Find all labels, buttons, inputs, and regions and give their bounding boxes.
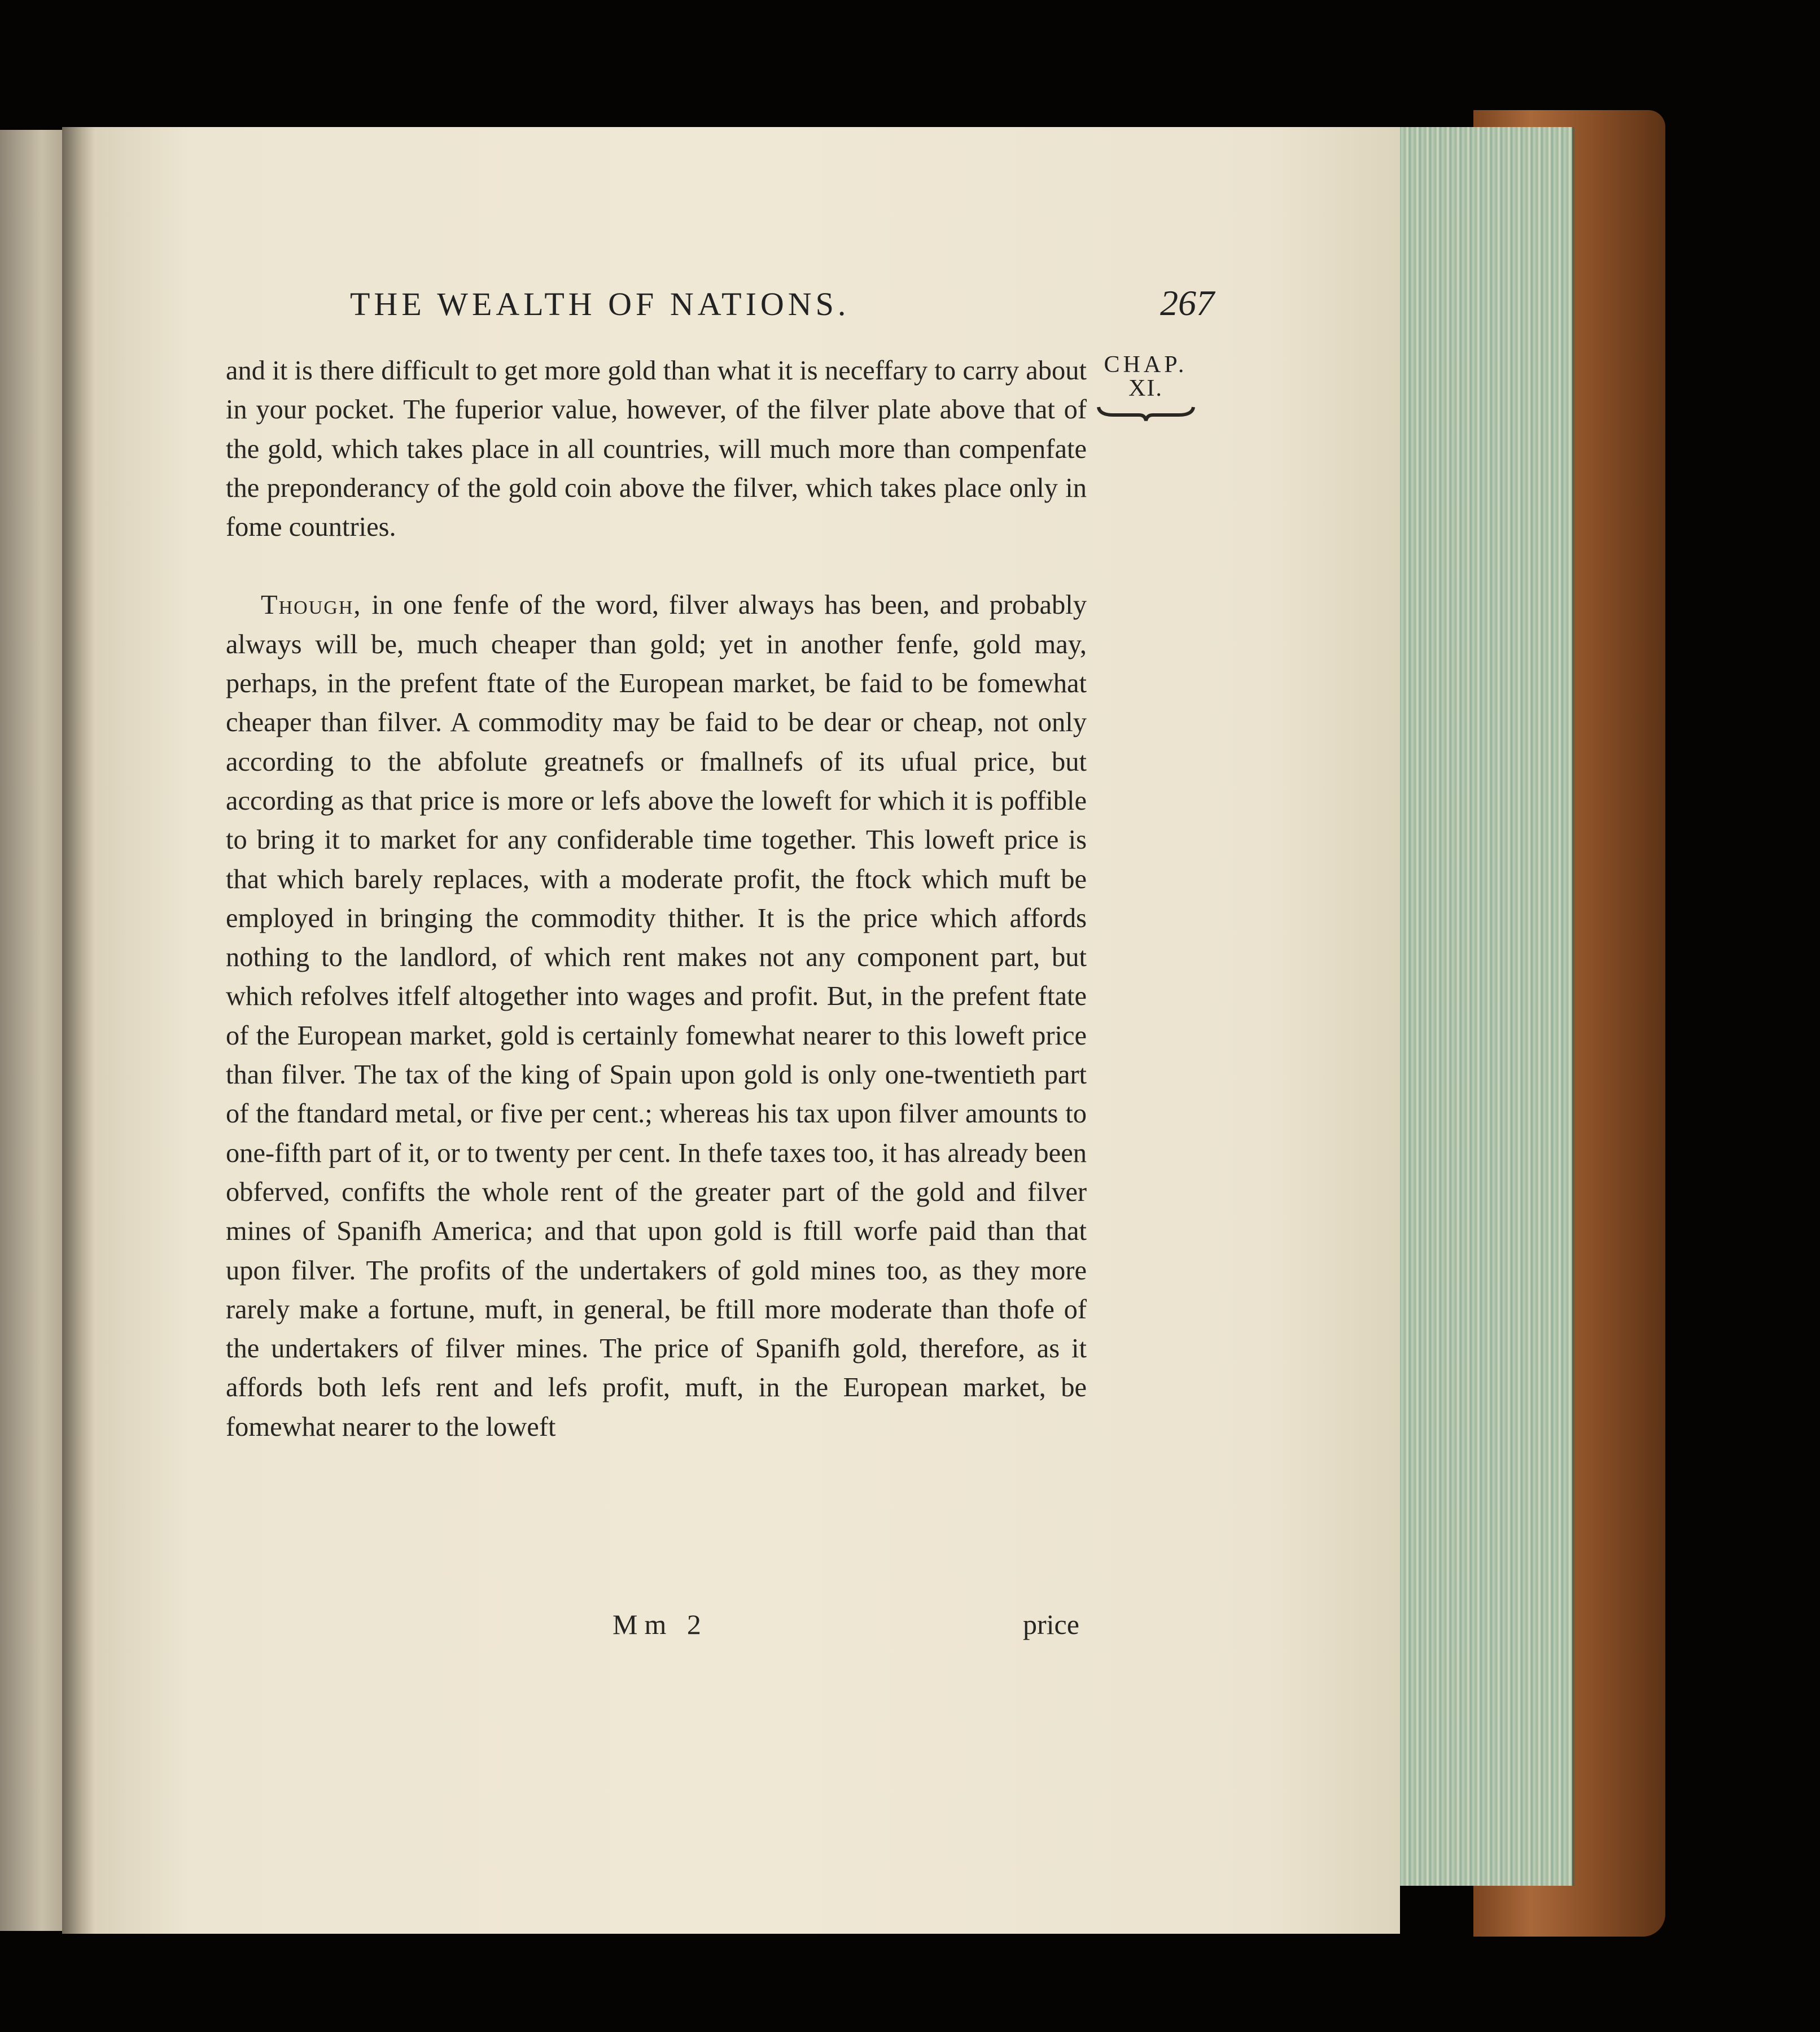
signature-mark: Mm 2: [613, 1609, 708, 1640]
paragraph-2: [226, 585, 1087, 1447]
page-block-edges: [1392, 127, 1574, 1886]
chapter-label: CHAP.: [1104, 352, 1188, 378]
running-head: THE WEALTH OF NATIONS.: [350, 286, 850, 322]
page-number: 267: [1160, 283, 1214, 323]
paragraph-2-lead: Though,: [261, 590, 362, 620]
page-gutter: [62, 127, 96, 1934]
catchword: price: [1023, 1609, 1079, 1640]
paragraph-2-text: in one fenfe of the word, filver always has been, and probably always will be, much cheaper than gold; yet in another fenfe, gold may, perhaps, in the prefent ftate of the European market, be faid to be fomewhat cheaper than filver. A commodity may be faid to be dear or cheap, not only according to the abfolute greatnefs or fmallnefs of its ufual price, but according as that price is more or lefs above the loweft for which it is poffible to bring it to market for any confiderable time together. This loweft price is that which barely replaces, with a moderate profit, the ftock which muft be employed in bringing the commodity thither. It is the price which affords nothing to the landlord, of which rent makes not any component part, but which refolves itfelf altogether into wages and profit. But, in the prefent ftate of the European market, gold is certainly fomewhat nearer to this loweft price than filver. The tax of the king of Spain upon gold is only one-twentieth part of the ftandard metal, or five per cent.; whereas his tax upon filver amounts to one-fifth part of it, or to twenty per cent. In thefe taxes too, it has already been obferved, confifts the whole rent of the greater part of the gold and filver mines of Spanifh America; and that upon gold is ftill worfe paid than that upon filver. The profits of the undertakers of gold mines too, as they more rarely make a fortune, muft, in general, be ftill more moderate than thofe of the undertakers of filver mines. The price of Spanifh gold, therefore, as it affords both lefs rent and lefs profit, muft, in the European market, be fomewhat nearer to the loweft: [226, 590, 1087, 1442]
chapter-side-note: [1096, 353, 1195, 422]
chapter-number: XI.: [1128, 375, 1163, 401]
body-text: [226, 351, 1087, 1447]
paragraph-1: and it is there difficult to get more gold than what it is neceffary to carry about in your pocket. The fuperior value, however, of the filver plate above that of the gold, which takes place in all countries, will much more than compenfate the preponderancy of the gold coin above the filver, which takes place only in fome countries.: [226, 356, 1087, 543]
brace-ornament-icon: [1096, 403, 1195, 422]
